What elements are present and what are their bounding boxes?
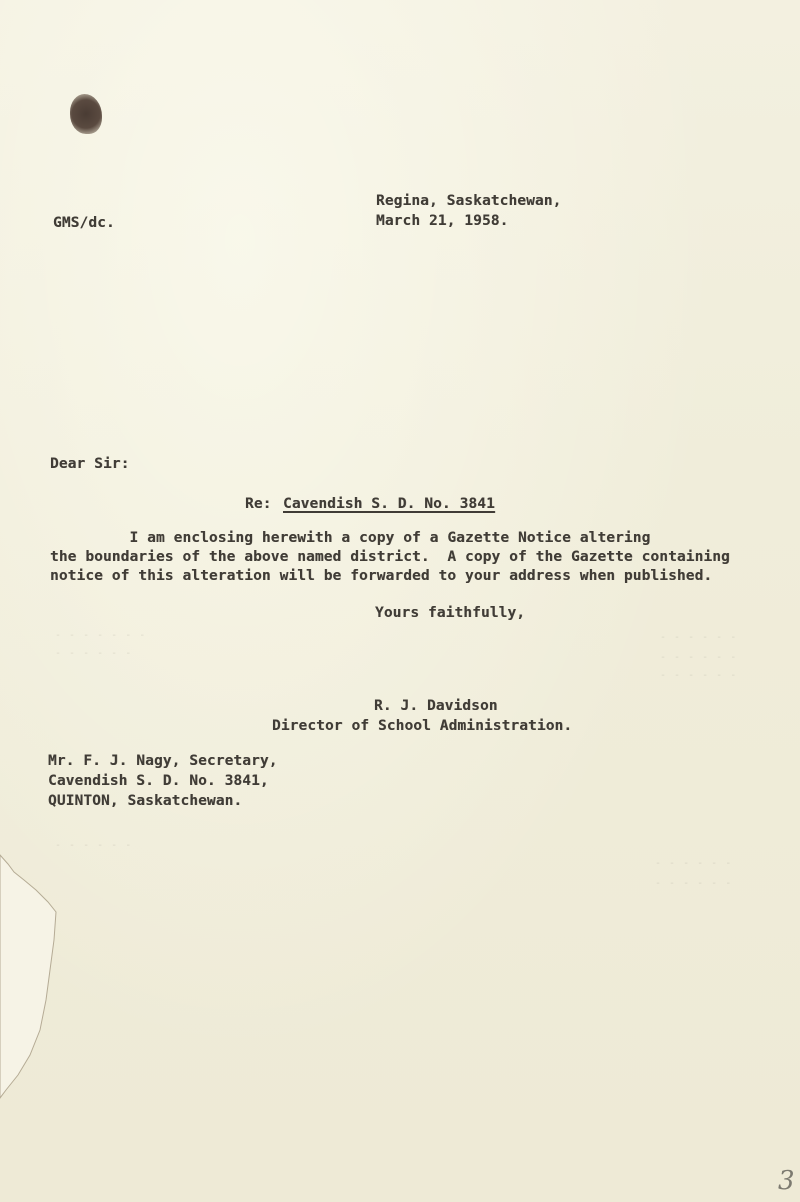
- page-number: 3: [778, 1166, 795, 1196]
- body-line-2: the boundaries of the above named district. A copy of the Gazette containing: [50, 549, 730, 565]
- bleed-through-mark: - - - - - -: [660, 632, 738, 643]
- reference-initials: GMS/dc.: [53, 215, 115, 231]
- letter-date: March 21, 1958.: [376, 213, 509, 229]
- bleed-through-mark: - - - - - -: [660, 670, 738, 681]
- bleed-through-mark: - - - - - -: [55, 840, 133, 851]
- bleed-through-mark: - - - - - -: [655, 858, 733, 869]
- recipient-line-3: QUINTON, Saskatchewan.: [48, 793, 243, 809]
- letter-place: Regina, Saskatchewan,: [376, 193, 562, 209]
- bleed-through-mark: - - - - - -: [655, 878, 733, 889]
- recipient-line-2: Cavendish S. D. No. 3841,: [48, 773, 269, 789]
- body-line-1: I am enclosing herewith a copy of a Gazette Notice altering: [50, 530, 651, 546]
- subject-label: Re:: [245, 496, 272, 512]
- bleed-through-mark: - - - - - -: [660, 652, 738, 663]
- salutation: Dear Sir:: [50, 456, 130, 472]
- signatory-name: R. J. Davidson: [374, 698, 498, 714]
- subject-line: Cavendish S. D. No. 3841: [283, 496, 495, 512]
- signatory-title: Director of School Administration.: [272, 718, 573, 734]
- bleed-through-mark: - - - - - -: [55, 648, 133, 659]
- body-line-3: notice of this alteration will be forwarded to your address when published.: [50, 568, 713, 584]
- punch-hole-icon: [70, 94, 102, 134]
- recipient-line-1: Mr. F. J. Nagy, Secretary,: [48, 753, 278, 769]
- torn-edge-icon: [0, 850, 70, 1100]
- bleed-through-mark: - - - - - - -: [55, 630, 147, 641]
- closing: Yours faithfully,: [375, 605, 526, 621]
